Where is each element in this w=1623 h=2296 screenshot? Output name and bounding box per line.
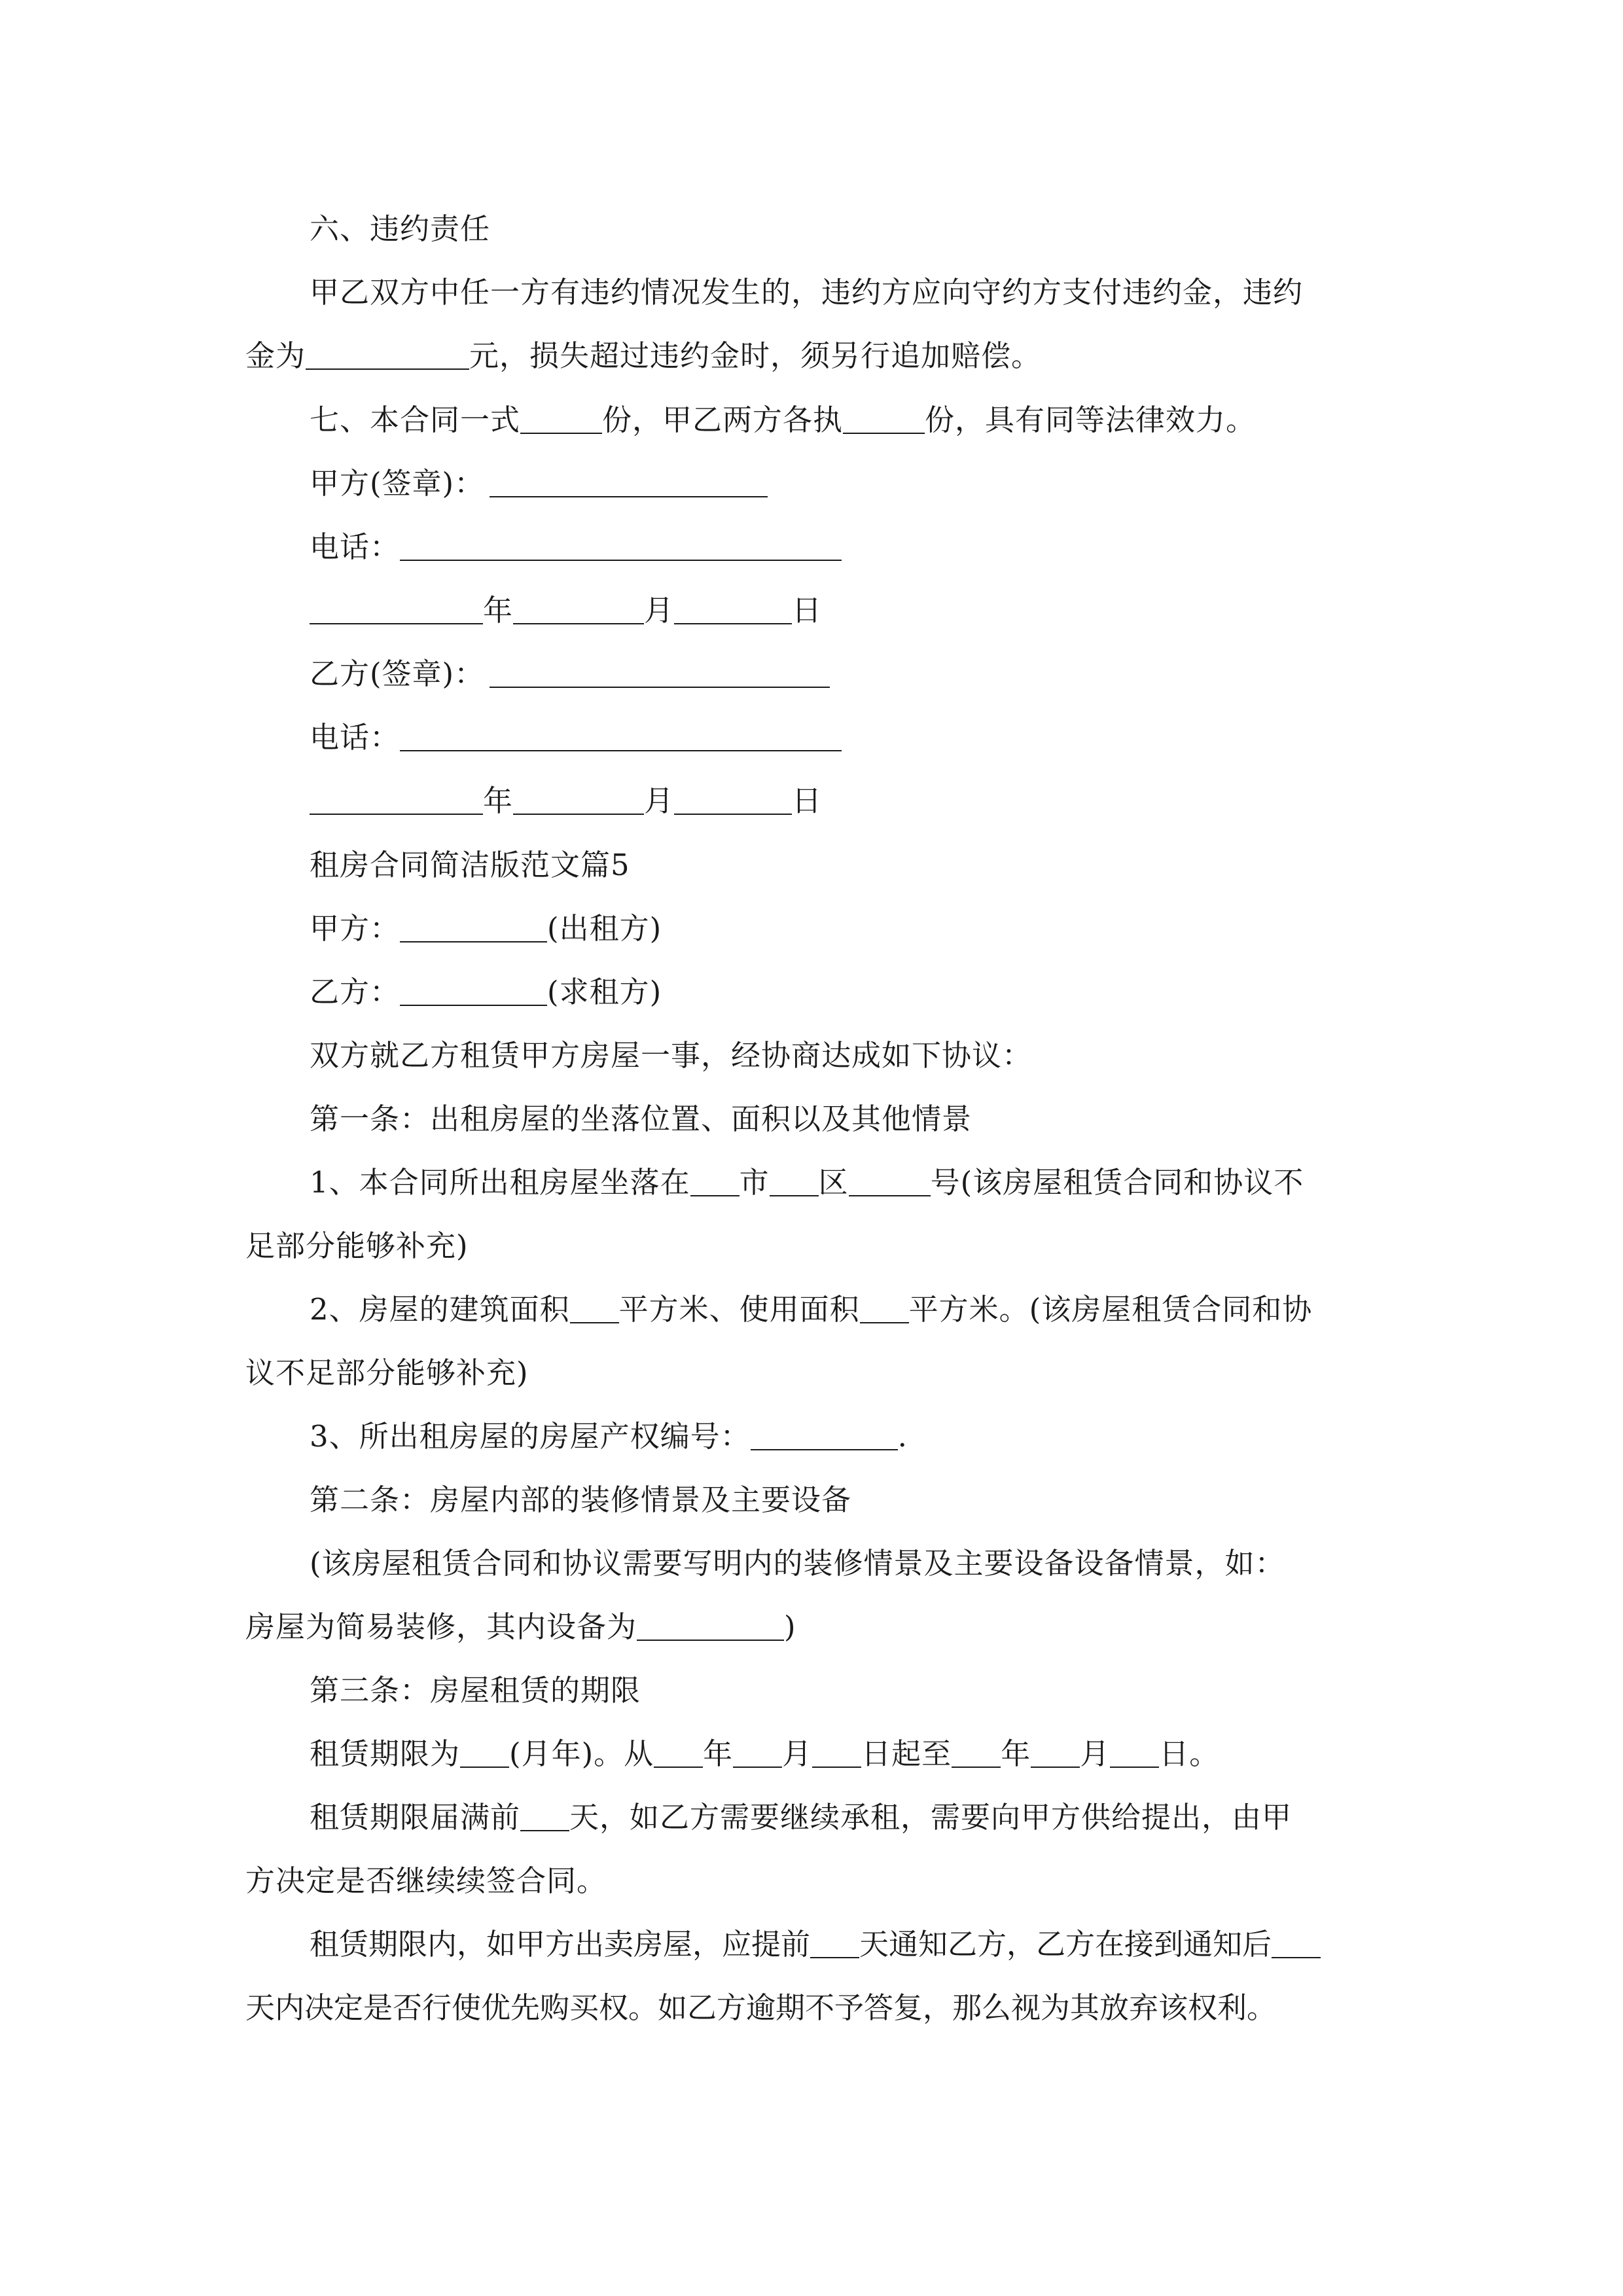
article-3-term: 租赁期限为 (月年)。从 年 月 日起至 年 月 日。: [310, 1736, 1220, 1771]
article-1-clause-1-cont: 足部分能够补充): [245, 1229, 469, 1263]
article-1-clause-2-cont: 议不足部分能够补充): [245, 1355, 529, 1390]
end-day-blank: [1110, 1739, 1159, 1768]
party-b-phone-line: 电话：: [245, 718, 1397, 757]
district-blank: [770, 1168, 819, 1196]
month-blank: [513, 596, 644, 624]
article-3-sale-clause: 租赁期限内，如甲方出卖房屋，应提前 天通知乙方，乙方在接到通知后: [245, 1925, 1397, 1964]
copies-each-blank: [843, 405, 925, 434]
end-month-blank: [1031, 1739, 1080, 1768]
article-3-renewal-cont: 方决定是否继续续签合同。: [245, 1863, 607, 1898]
article-1-clause-2: 2、房屋的建筑面积 平方米、使用面积 平方米。(该房屋租赁合同和协: [310, 1292, 1313, 1327]
number-blank: [849, 1168, 931, 1196]
article-3-title: 第三条：房屋租赁的期限: [310, 1673, 641, 1708]
usable-area-blank: [860, 1295, 909, 1323]
start-month-blank: [733, 1739, 782, 1768]
party-b-signature-blank: [490, 659, 830, 688]
section-7-paragraph: 七、本合同一式 份，甲乙两方各执 份，具有同等法律效力。: [310, 403, 1257, 437]
lessor-name-blank: [400, 914, 547, 942]
article-1-clause-3: 3、所出租房屋的房屋产权编号： .: [310, 1419, 908, 1454]
section-6-title: 六、违约责任: [310, 211, 491, 246]
building-area-blank: [570, 1295, 619, 1323]
article-1-clause-1: 1、本合同所出租房屋坐落在 市 区 号(该房屋租赁合同和协议不: [310, 1165, 1304, 1200]
party-b-lessee-line: 乙方： (求租方): [310, 975, 662, 1009]
party-a-date-line: 年 月 日: [245, 591, 1397, 630]
article-2-paragraph: (该房屋租赁合同和协议需要写明内的装修情景及主要设备设备情景，如：: [310, 1546, 1285, 1581]
article-3-renewal: 租赁期限届满前 天，如乙方需要继续承租，需要向甲方供给提出，由甲: [310, 1800, 1293, 1835]
article-1-title: 第一条：出租房屋的坐落位置、面积以及其他情景: [310, 1102, 972, 1136]
party-a-phone-blank: [400, 532, 842, 561]
section-6-paragraph: 甲乙双方中任一方有违约情况发生的，违约方应向守约方支付违约金，违约: [310, 275, 1304, 310]
section-6-paragraph-cont: 金为 元，损失超过违约金时，须另行追加赔偿。: [245, 338, 1042, 373]
agreement-intro: 双方就乙方租赁甲方房屋一事，经协商达成如下协议：: [310, 1038, 1033, 1073]
copies-blank: [520, 405, 602, 434]
start-day-blank: [812, 1739, 861, 1768]
year-blank: [310, 786, 483, 815]
month-blank: [513, 786, 644, 815]
penalty-amount-blank: [306, 341, 469, 370]
party-a-signature-blank: [490, 469, 768, 497]
lessee-name-blank: [400, 977, 547, 1006]
party-a-phone-line: 电话：: [245, 528, 1397, 567]
day-blank: [674, 596, 792, 624]
property-id-blank: [751, 1422, 898, 1450]
party-b-phone-blank: [400, 723, 842, 751]
contract-5-heading: 租房合同简洁版范文篇5: [310, 848, 630, 882]
year-blank: [310, 596, 483, 624]
city-blank: [690, 1168, 740, 1196]
party-b-date-line: 年 月 日: [245, 781, 1397, 821]
notice-days-blank: [520, 1803, 569, 1831]
equipment-blank: [637, 1612, 784, 1641]
party-b-signature-line: 乙方(签章)：: [245, 655, 1397, 694]
party-a-signature-line: 甲方(签章)：: [245, 464, 1397, 503]
decision-days-blank: [1272, 1929, 1321, 1958]
end-year-blank: [952, 1739, 1001, 1768]
article-2-paragraph-cont: 房屋为简易装修，其内设备为 ): [245, 1609, 796, 1644]
start-year-blank: [654, 1739, 703, 1768]
term-length-blank: [460, 1739, 509, 1768]
day-blank: [674, 786, 792, 815]
party-a-lessor-line: 甲方： (出租方): [310, 911, 662, 946]
article-3-sale-clause-cont: 天内决定是否行使优先购买权。如乙方逾期不予答复，那么视为其放弃该权利。: [245, 1990, 1277, 2025]
sale-notice-days-blank: [810, 1929, 859, 1958]
article-2-title: 第二条：房屋内部的装修情景及主要设备: [310, 1482, 852, 1517]
